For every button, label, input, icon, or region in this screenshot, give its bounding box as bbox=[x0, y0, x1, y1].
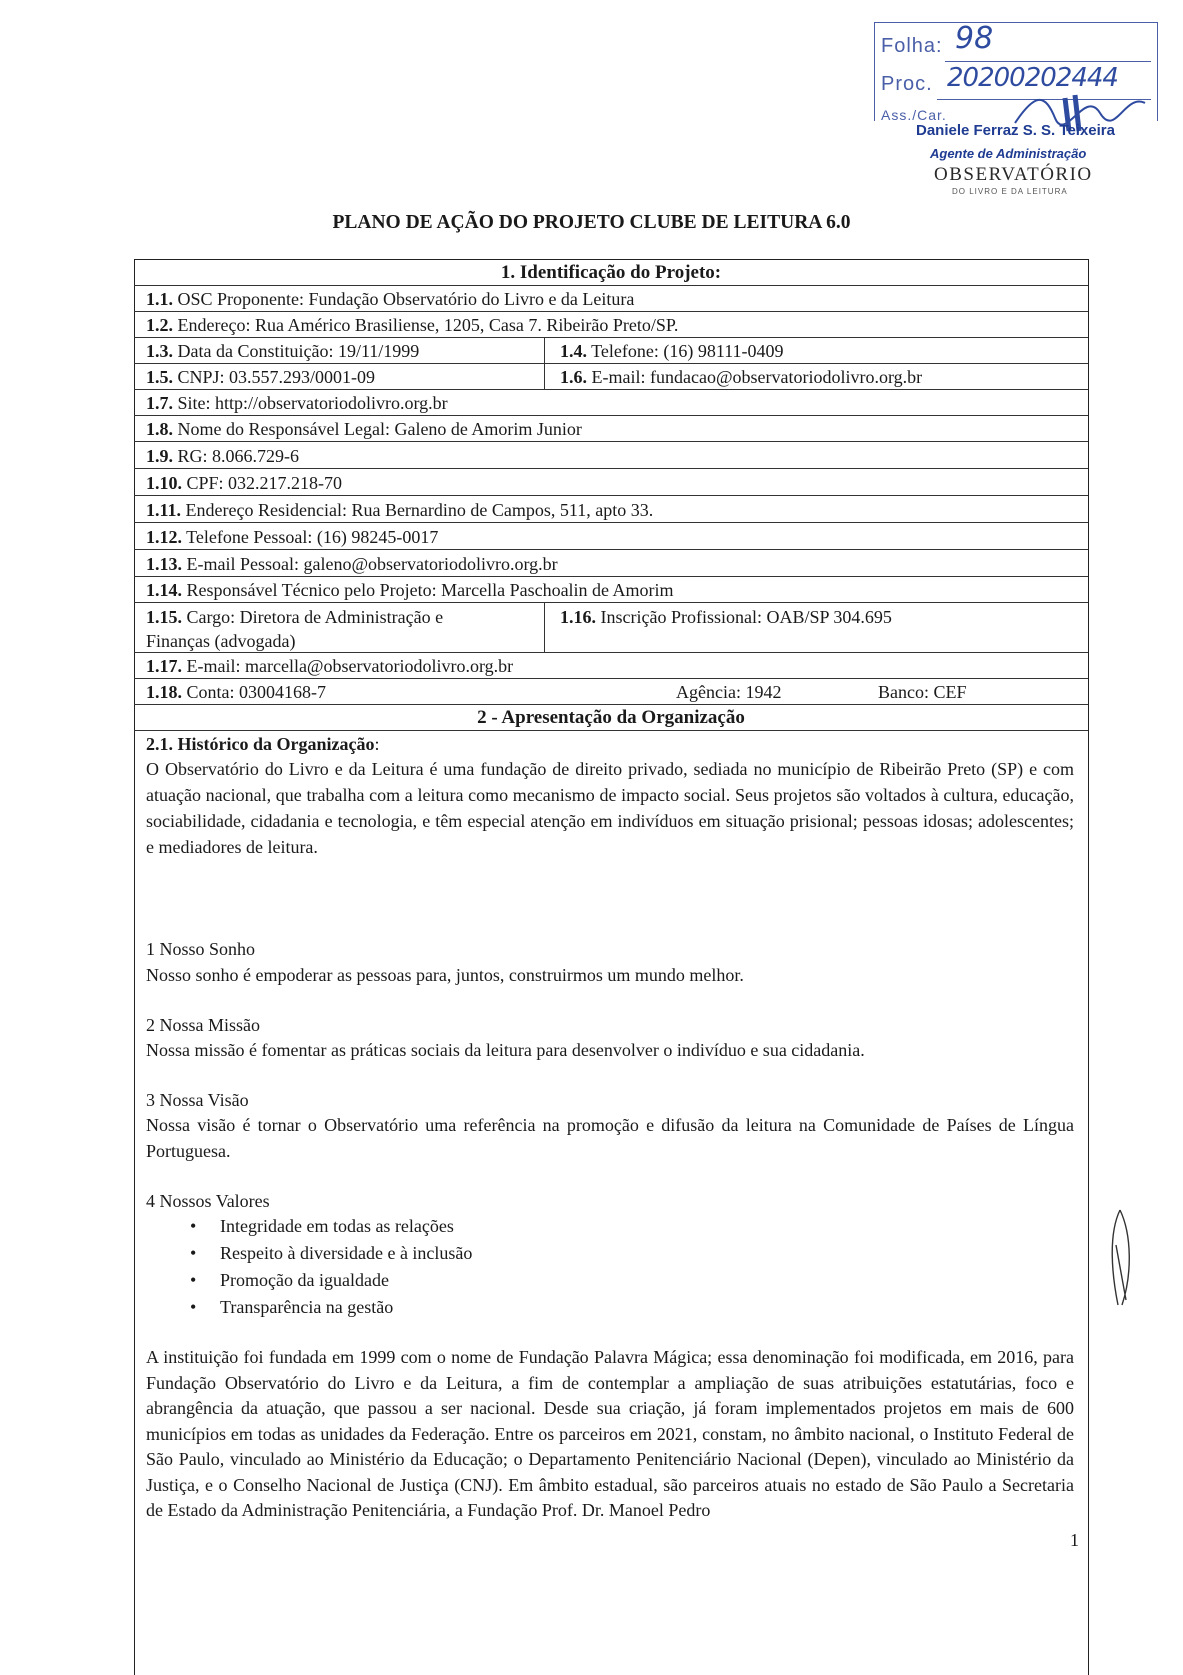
row-text: E-mail Pessoal: galeno@observatoriodolivro.org.br bbox=[182, 554, 558, 574]
stamp-folha-value: 98 bbox=[955, 21, 994, 56]
row-text: E-mail: marcella@observatoriodolivro.org.br bbox=[182, 656, 514, 676]
row-number: 1.8. bbox=[146, 419, 173, 439]
row-text: RG: 8.066.729-6 bbox=[173, 446, 299, 466]
row-number: 1.5. bbox=[146, 367, 173, 387]
valores-title: 4 Nossos Valores bbox=[146, 1191, 270, 1211]
initials-scribble bbox=[1102, 1205, 1142, 1315]
table-row bbox=[134, 390, 1088, 416]
row-number: 1.13. bbox=[146, 554, 182, 574]
row-number: 1.16. bbox=[560, 607, 596, 627]
row-number: 1.11. bbox=[146, 500, 182, 520]
table-row bbox=[134, 603, 1088, 653]
row-number: 1.12. bbox=[146, 527, 182, 547]
row-number: 1.3. bbox=[146, 341, 173, 361]
seal-organization-sub: DO LIVRO E DA LEITURA bbox=[952, 187, 1068, 196]
row-text: Telefone: (16) 98111-0409 bbox=[587, 341, 784, 361]
row-text: Endereço: Rua Américo Brasiliense, 1205, Casa 7. Ribeirão Preto/SP. bbox=[173, 315, 679, 335]
row-text: Endereço Residencial: Rua Bernardino de Campos, 511, apto 33. bbox=[181, 500, 654, 520]
stamp-folha-label: Folha: bbox=[881, 35, 943, 57]
protocol-stamp bbox=[874, 22, 1158, 121]
valores-list bbox=[190, 1213, 472, 1321]
table-row bbox=[134, 679, 1088, 705]
visao-text: Nossa visão é tornar o Observatório uma referência na promoção e difusão da leitura na Comunidade de Países de Língua Portuguesa. bbox=[146, 1115, 1074, 1161]
seal-name: Daniele Ferraz S. S. Teixeira bbox=[916, 122, 1115, 139]
historico-title: 2.1. Histórico da Organização: bbox=[146, 734, 380, 754]
list-item: • Respeito à diversidade e à inclusão bbox=[190, 1240, 472, 1267]
row-number: 1.2. bbox=[146, 315, 173, 335]
missao-title: 2 Nossa Missão bbox=[146, 1015, 261, 1035]
section-2-header: 2 - Apresentação da Organização bbox=[477, 707, 745, 728]
row-number: 1.7. bbox=[146, 393, 173, 413]
missao-text: Nossa missão é fomentar as práticas sociais da leitura para desenvolver o indivíduo e sua cidadania. bbox=[146, 1040, 865, 1060]
document-title: PLANO DE AÇÃO DO PROJETO CLUBE DE LEITURA 6.0 bbox=[332, 212, 851, 233]
section-1-header-row bbox=[134, 260, 1088, 286]
table-row bbox=[134, 653, 1088, 679]
section-2-header-row bbox=[134, 705, 1088, 731]
row-text: Data da Constituição: 19/11/1999 bbox=[173, 341, 420, 361]
table-row bbox=[134, 523, 1088, 550]
list-item: • Transparência na gestão bbox=[190, 1294, 472, 1321]
stamp-proc-label: Proc. bbox=[881, 73, 933, 95]
row-text: OSC Proponente: Fundação Observatório do Livro e da Leitura bbox=[173, 289, 635, 309]
row-text: Telefone Pessoal: (16) 98245-0017 bbox=[182, 527, 439, 547]
row-text-continued: Finanças (advogada) bbox=[146, 631, 296, 651]
table-row bbox=[134, 496, 1088, 523]
table-row bbox=[134, 550, 1088, 577]
row-text: Nome do Responsável Legal: Galeno de Amorim Junior bbox=[173, 419, 582, 439]
stamp-proc-value: 20200202444 bbox=[947, 63, 1118, 93]
seal-role: Agente de Administração bbox=[930, 146, 1087, 161]
list-item: • Integridade em todas as relações bbox=[190, 1213, 472, 1240]
sonho-title: 1 Nosso Sonho bbox=[146, 939, 256, 959]
table-row bbox=[134, 338, 1088, 364]
sonho-text: Nosso sonho é empoderar as pessoas para, juntos, construirmos um mundo melhor. bbox=[146, 965, 744, 985]
row-number: 1.9. bbox=[146, 446, 173, 466]
row-number: 1.10. bbox=[146, 473, 182, 493]
row-number: 1.6. bbox=[560, 367, 587, 387]
visao-title: 3 Nossa Visão bbox=[146, 1090, 249, 1110]
table-row bbox=[134, 442, 1088, 469]
row-number: 1.1. bbox=[146, 289, 173, 309]
row-text: CPF: 032.217.218-70 bbox=[182, 473, 343, 493]
table-row bbox=[134, 577, 1088, 603]
section-1-header: 1. Identificação do Projeto: bbox=[500, 262, 722, 283]
row-number: 1.17. bbox=[146, 656, 182, 676]
table-row bbox=[134, 312, 1088, 338]
row-text: CNPJ: 03.557.293/0001-09 bbox=[173, 367, 376, 387]
table-row bbox=[134, 469, 1088, 496]
banco: Banco: CEF bbox=[878, 682, 967, 702]
row-number: 1.15. bbox=[146, 607, 182, 627]
agencia: Agência: 1942 bbox=[676, 682, 782, 702]
row-text: Responsável Técnico pelo Projeto: Marcella Paschoalin de Amorim bbox=[182, 580, 674, 600]
intro-paragraph: O Observatório do Livro e da Leitura é uma fundação de direito privado, sediada no município de Ribeirão Preto (SP) e com atuação nacional, que trabalha com a leitura como mecanismo de impacto social. Seus projetos são voltados à cultura, educação, sociabilidade, cidadania e tecnologia, e têm especial atenção em indivíduos em situação prisional; pessoas idosas; adolescentes; e mediadores de leitura. bbox=[146, 759, 1074, 857]
row-text: E-mail: fundacao@observatoriodolivro.org.br bbox=[587, 367, 923, 387]
seal-organization: OBSERVATÓRIO bbox=[934, 164, 1093, 185]
row-text: Inscrição Profissional: OAB/SP 304.695 bbox=[596, 607, 892, 627]
history-paragraph: A instituição foi fundada em 1999 com o nome de Fundação Palavra Mágica; essa denominação foi modificada, em 2016, para Fundação Observatório do Livro e da Leitura, a fim de contemplar a ampliação de suas atribuições estatutárias, foco e abrangência da atuação, que passou a ser nacional. Desde sua criação, já foram implementados projetos em mais de 600 municípios em todas as unidades da Federação. Entre os parceiros em 2021, constam, no âmbito nacional, o Instituto Federal de São Paulo, vinculado ao Ministério da Educação; o Departamento Penitenciário Nacional (Depen), vinculado ao Ministério da Justiça, e o Conselho Nacional de Justiça (CNJ). Em âmbito estadual, são parceiros atuais no estado de São Paulo a Secretaria de Estado da Administração Penitenciária, a Fundação Prof. Dr. Manoel Pedro bbox=[146, 1347, 1074, 1520]
list-item: • Promoção da igualdade bbox=[190, 1267, 472, 1294]
table-row bbox=[134, 364, 1088, 390]
row-number: 1.18. bbox=[146, 682, 182, 702]
stamp-ass-label: Ass./Car. bbox=[881, 107, 947, 123]
table-row bbox=[134, 286, 1088, 312]
row-number: 1.14. bbox=[146, 580, 182, 600]
table-row bbox=[134, 416, 1088, 442]
page-number: 1 bbox=[1070, 1530, 1079, 1550]
row-text: Conta: 03004168-7 bbox=[182, 682, 326, 702]
row-text: Site: http://observatoriodolivro.org.br bbox=[173, 393, 448, 413]
row-text: Cargo: Diretora de Administração e bbox=[182, 607, 444, 627]
row-number: 1.4. bbox=[560, 341, 587, 361]
